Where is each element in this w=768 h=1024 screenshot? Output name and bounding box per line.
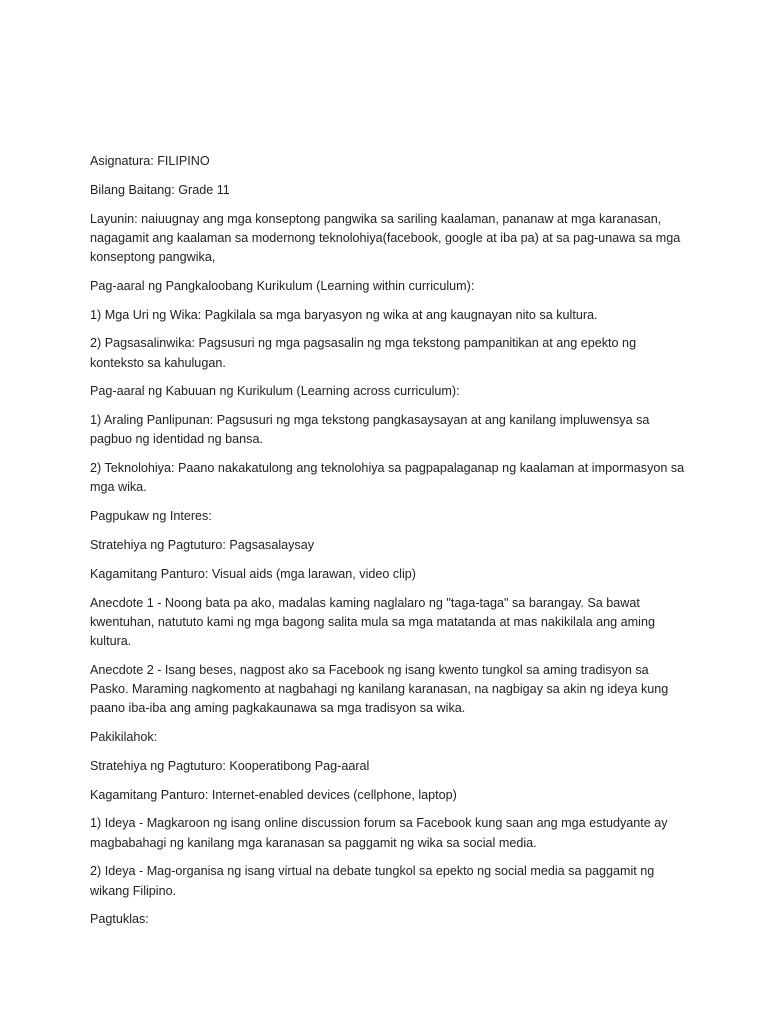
objective-paragraph: Layunin: naiuugnay ang mga konseptong pangwika sa sariling kaalaman, pananaw at mga karanasan, nagagamit ang kaalaman sa modernong teknolohiya(facebook, google at iba pa) at sa pag-unawa sa mga konseptong pangwika,	[90, 211, 681, 264]
anecdote-2: Anecdote 2 - Isang beses, nagpost ako sa Facebook ng isang kwento tungkol sa aming tradisyon sa Pasko. Maraming nagkomento at nagbahagi ng kanilang karanasan, na nagbigay sa akin ng ideya kung paano iba-iba ang aming pagkakaunawa sa mga tradisyon sa wika.	[90, 662, 669, 716]
grade-level-line: Bilang Baitang: Grade 11	[90, 182, 230, 197]
participation-materials: Kagamitang Panturo: Internet-enabled devices (cellphone, laptop)	[90, 787, 457, 802]
discovery-heading: Pagtuklas:	[90, 912, 149, 927]
across-curriculum-item-1: 1) Araling Panlipunan: Pagsusuri ng mga tekstong pangkasaysayan at ang kanilang impluwensya sa pagbuo ng identidad ng bansa.	[90, 413, 650, 447]
subject-line: Asignatura: FILIPINO	[90, 154, 210, 168]
motivation-materials: Kagamitang Panturo: Visual aids (mga larawan, video clip)	[90, 566, 416, 581]
motivation-heading: Pagpukaw ng Interes:	[90, 509, 212, 524]
across-curriculum-item-2: 2) Teknolohiya: Paano nakakatulong ang teknolohiya sa pagpapalaganap ng kaalaman at impormasyon sa mga wika.	[90, 461, 685, 495]
across-curriculum-heading: Pag-aaral ng Kabuuan ng Kurikulum (Learning across curriculum):	[90, 384, 460, 399]
anecdote-1: Anecdote 1 - Noong bata pa ako, madalas kaming naglalaro ng "taga-taga" sa barangay. Sa bawat kwentuhan, natututo kami ng mga bagong salita mula sa mga matatanda at mas nakikilala ang aming kultura.	[90, 595, 655, 648]
document-body	[90, 152, 690, 939]
participation-idea-2: 2) Ideya - Mag-organisa ng isang virtual na debate tungkol sa epekto ng social media sa paggamit ng wikang Filipino.	[90, 864, 655, 898]
participation-strategy: Stratehiya ng Pagtuturo: Kooperatibong Pag-aaral	[90, 758, 370, 773]
within-curriculum-item-2: 2) Pagsasalinwika: Pagsusuri ng mga pagsasalin ng mga tekstong pampanitikan at ang epekto ng konteksto sa kahulugan.	[90, 336, 637, 370]
participation-idea-1: 1) Ideya - Magkaroon ng isang online discussion forum sa Facebook kung saan ang mga estudyante ay magbabahagi ng kanilang mga karanasan sa paggamit ng wika sa social media.	[90, 816, 668, 850]
within-curriculum-item-1: 1) Mga Uri ng Wika: Pagkilala sa mga baryasyon ng wika at ang kaugnayan nito sa kultura.	[90, 307, 598, 322]
motivation-strategy: Stratehiya ng Pagtuturo: Pagsasalaysay	[90, 537, 315, 552]
within-curriculum-heading: Pag-aaral ng Pangkaloobang Kurikulum (Learning within curriculum):	[90, 278, 475, 293]
participation-heading: Pakikilahok:	[90, 729, 158, 744]
